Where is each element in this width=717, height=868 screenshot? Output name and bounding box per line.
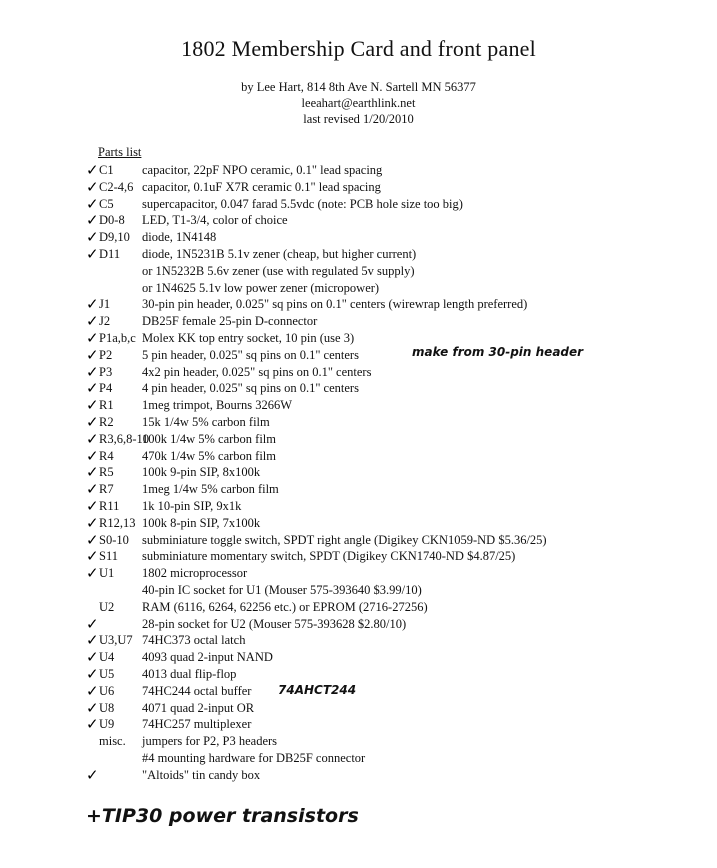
checkmark-icon: ✓: [86, 177, 99, 196]
part-reference: R2: [99, 415, 114, 429]
part-reference: U6: [99, 683, 115, 698]
checkmark-icon: ✓: [86, 480, 99, 499]
checkmark-icon: ✓: [86, 379, 99, 398]
checkmark-icon: ✓: [86, 429, 99, 448]
part-description: 1meg 1/4w 5% carbon film: [142, 482, 279, 497]
part-description: 28-pin socket for U2 (Mouser 575-393628 $2.80/10): [142, 616, 407, 631]
checkmark-icon: ✓: [86, 681, 99, 700]
part-description: "Altoids" tin candy box: [142, 767, 261, 782]
part-description: 15k 1/4w 5% carbon film: [142, 415, 270, 429]
part-description: 1k 10-pin SIP, 9x1k: [142, 499, 242, 513]
part-description: 4x2 pin header, 0.025" sq pins on 0.1" centers: [142, 364, 372, 379]
checkmark-icon: ✓: [86, 665, 99, 683]
part-reference: D9,10: [99, 230, 130, 245]
handwritten-footer-note: +TIP30 power transistors: [86, 805, 359, 827]
checkmark-icon: ✓: [86, 211, 99, 230]
part-reference: C1: [99, 163, 114, 177]
part-reference: S0-10: [99, 532, 129, 547]
part-description: jumpers for P2, P3 headers: [142, 734, 278, 749]
part-description: capacitor, 0.1uF X7R ceramic 0.1" lead spacing: [142, 179, 381, 194]
part-description: RAM (6116, 6264, 62256 etc.) or EPROM (2716-27256): [142, 599, 428, 614]
part-description: capacitor, 22pF NPO ceramic, 0.1" lead spacing: [142, 163, 383, 177]
part-reference: R1: [99, 398, 114, 413]
checkmark-icon: ✓: [86, 564, 99, 583]
checkmark-icon: ✓: [86, 295, 99, 314]
part-description: 100k 8-pin SIP, 7x100k: [142, 515, 261, 530]
checkmark-icon: ✓: [86, 413, 99, 431]
part-description: #4 mounting hardware for DB25F connector: [142, 751, 366, 765]
part-reference: U8: [99, 700, 115, 715]
checkmark-icon: ✓: [86, 194, 99, 213]
part-description: subminiature momentary switch, SPDT (Digikey CKN1740-ND $4.87/25): [142, 549, 516, 564]
part-reference: U3,U7: [99, 633, 133, 648]
checkmark-icon: ✓: [86, 312, 99, 331]
author-line: by Lee Hart, 814 8th Ave N. Sartell MN 56377: [241, 80, 476, 94]
part-reference: R11: [99, 499, 120, 513]
checkmark-icon: ✓: [86, 530, 99, 549]
part-description: 100k 9-pin SIP, 8x100k: [142, 465, 261, 480]
part-reference: R7: [99, 482, 114, 497]
part-reference: U9: [99, 717, 115, 732]
part-description: 40-pin IC socket for U1 (Mouser 575-393640 $3.99/10): [142, 583, 422, 597]
part-reference: S11: [99, 549, 118, 564]
part-reference: R3,6,8-10: [99, 431, 149, 446]
part-description: 1meg trimpot, Bourns 3266W: [142, 398, 292, 413]
part-reference: D11: [99, 247, 121, 261]
part-description: diode, 1N5231B 5.1v zener (cheap, but higher current): [142, 247, 417, 261]
checkmark-icon: ✓: [86, 765, 99, 784]
part-reference: U1: [99, 566, 115, 581]
checkmark-icon: ✓: [86, 547, 99, 566]
checkmark-icon: ✓: [86, 614, 99, 633]
part-description: 470k 1/4w 5% carbon film: [142, 448, 277, 463]
part-description: 4071 quad 2-input OR: [142, 700, 255, 715]
checkmark-icon: ✓: [86, 715, 99, 734]
part-description: 74HC257 multiplexer: [142, 717, 252, 732]
part-reference: R12,13: [99, 515, 136, 530]
part-description: supercapacitor, 0.047 farad 5.5vdc (note: PCB hole size too big): [142, 196, 463, 211]
part-reference: R4: [99, 448, 114, 463]
checkmark-icon: ✓: [86, 497, 99, 515]
part-description: LED, T1-3/4, color of choice: [142, 213, 288, 228]
part-reference: J1: [99, 297, 111, 312]
checkmark-icon: ✓: [86, 513, 99, 532]
checkmark-icon: ✓: [86, 396, 99, 415]
checkmark-icon: ✓: [86, 698, 99, 717]
parts-list-heading: Parts list: [98, 145, 142, 159]
checkmark-icon: ✓: [86, 345, 99, 364]
checkmark-icon: ✓: [86, 648, 99, 667]
checkmark-icon: ✓: [86, 245, 99, 263]
part-reference: misc.: [99, 734, 126, 749]
part-description: 74HC373 octal latch: [142, 633, 246, 648]
part-reference: P3: [99, 364, 113, 379]
part-reference: P1a,b,c: [99, 331, 136, 345]
checkmark-icon: ✓: [86, 362, 99, 381]
part-reference: U5: [99, 667, 115, 681]
part-description: or 1N5232B 5.6v zener (use with regulated 5v supply): [142, 263, 415, 278]
checkmark-icon: ✓: [86, 463, 99, 482]
part-description: 74HC244 octal buffer: [142, 683, 252, 698]
document-title: 1802 Membership Card and front panel: [181, 36, 536, 61]
part-reference: C5: [99, 196, 114, 211]
checkmark-icon: ✓: [86, 228, 99, 247]
handwritten-note-u6: 74AHCT244: [278, 683, 357, 697]
part-reference: U4: [99, 650, 115, 665]
part-description: subminiature toggle switch, SPDT right angle (Digikey CKN1059-ND $5.36/25): [142, 532, 547, 547]
part-description: 4013 dual flip-flop: [142, 667, 237, 681]
part-description: 100k 1/4w 5% carbon film: [142, 431, 277, 446]
handwritten-note-p2: make from 30-pin header: [412, 345, 584, 359]
revision-date: last revised 1/20/2010: [303, 112, 414, 126]
checkmark-icon: ✓: [86, 329, 99, 347]
part-description: or 1N4625 5.1v low power zener (micropower): [142, 280, 380, 295]
part-description: 5 pin header, 0.025" sq pins on 0.1" centers: [142, 347, 359, 362]
part-description: 30-pin pin header, 0.025" sq pins on 0.1" centers (wirewrap length preferred): [142, 297, 528, 312]
part-reference: C2-4,6: [99, 179, 134, 194]
part-description: DB25F female 25-pin D-connector: [142, 314, 318, 329]
part-reference: D0-8: [99, 213, 125, 228]
part-description: Molex KK top entry socket, 10 pin (use 3): [142, 331, 355, 345]
part-reference: P2: [99, 347, 113, 362]
checkmark-icon: ✓: [86, 631, 99, 650]
part-reference: U2: [99, 599, 115, 614]
part-reference: R5: [99, 465, 114, 480]
checkmark-icon: ✓: [86, 446, 99, 465]
author-email: leeahart@earthlink.net: [301, 96, 416, 110]
checkmark-icon: ✓: [86, 161, 99, 179]
part-reference: J2: [99, 314, 111, 329]
part-description: 1802 microprocessor: [142, 566, 248, 581]
part-description: 4093 quad 2-input NAND: [142, 650, 273, 665]
part-description: diode, 1N4148: [142, 230, 217, 245]
part-reference: P4: [99, 381, 113, 396]
part-description: 4 pin header, 0.025" sq pins on 0.1" centers: [142, 381, 359, 396]
